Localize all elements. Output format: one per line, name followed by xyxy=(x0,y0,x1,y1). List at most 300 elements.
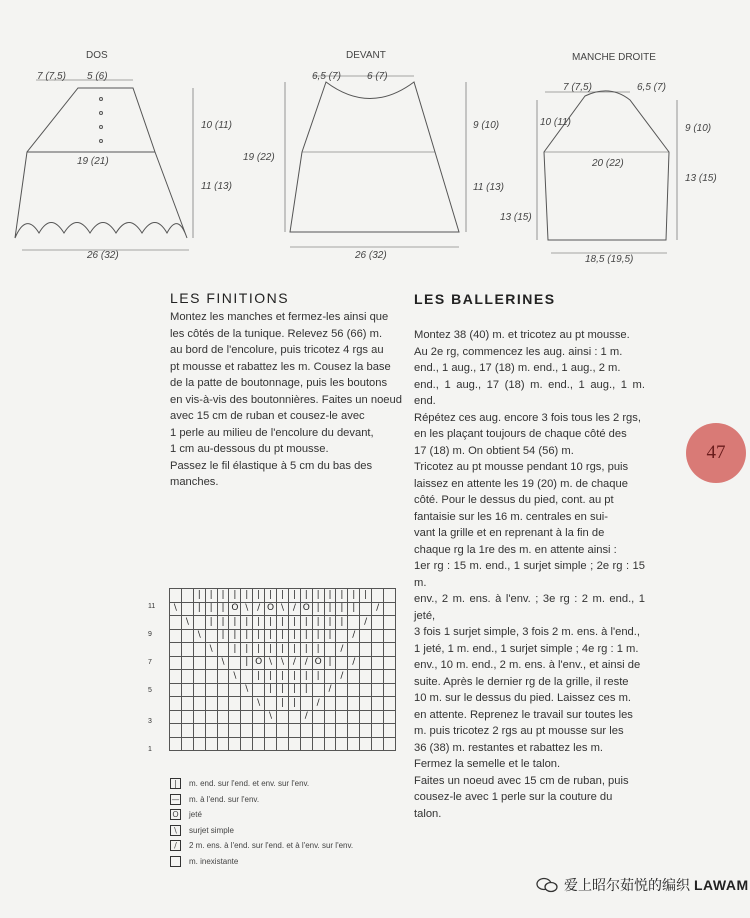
ballerines-line: laissez en attente les 19 (20) m. de chaque xyxy=(414,477,628,490)
ballerines-line: en attente. Reprenez le travail sur toutes les xyxy=(414,708,633,721)
chart-cell: / xyxy=(300,710,312,724)
chart-cell xyxy=(384,616,396,630)
chart-cell: | xyxy=(324,616,336,630)
chart-cell: | xyxy=(300,589,312,603)
chart-cell xyxy=(372,724,384,738)
chart-cell xyxy=(265,697,277,711)
chart-cell xyxy=(300,697,312,711)
chart-cell xyxy=(360,697,372,711)
chart-cell xyxy=(193,670,205,684)
schemas-area xyxy=(0,0,750,280)
chart-cell: \ xyxy=(277,602,289,616)
chart-cell xyxy=(181,724,193,738)
chart-cell xyxy=(217,724,229,738)
chart-cell: | xyxy=(300,629,312,643)
ballerines-line: Répétez ces aug. encore 3 fois tous les 2 rgs, xyxy=(414,411,641,424)
finitions-line: 1 cm au-dessous du pt mousse. xyxy=(170,443,329,455)
chart-cell xyxy=(277,710,289,724)
chart-cell: \ xyxy=(277,656,289,670)
chart-cell xyxy=(300,724,312,738)
ballerines-line: talon. xyxy=(414,807,442,820)
chart-cell xyxy=(241,710,253,724)
chart-cell: | xyxy=(241,629,253,643)
chart-cell: | xyxy=(312,670,324,684)
devant-title: DEVANT xyxy=(346,50,386,61)
finitions-line: au bord de l'encolure, puis tricotez 4 rgs au xyxy=(170,344,384,356)
chart-cell xyxy=(384,629,396,643)
chart-cell: | xyxy=(217,589,229,603)
chart-cell xyxy=(288,737,300,751)
chart-cell xyxy=(360,724,372,738)
chart-cell xyxy=(372,737,384,751)
chart-cell xyxy=(384,670,396,684)
chart-cell xyxy=(336,724,348,738)
chart-cell: \ xyxy=(170,602,182,616)
chart-cell xyxy=(372,656,384,670)
manche-right-lower: 13 (15) xyxy=(685,173,717,184)
legend-label: jeté xyxy=(189,810,202,820)
chart-cell xyxy=(300,737,312,751)
finitions-line: en vis-à-vis des boutonnières. Faites un noeud xyxy=(170,393,402,406)
chart-cell xyxy=(384,724,396,738)
chart-row-number: 5 xyxy=(148,687,152,694)
chart-cell xyxy=(336,697,348,711)
chart-cell: | xyxy=(300,643,312,657)
chart-cell: / xyxy=(348,629,360,643)
chart-cell xyxy=(372,616,384,630)
ballerines-line: end., 1 aug., 17 (18) m. end., 1 aug., 1 m. end. xyxy=(414,378,645,407)
finitions-line: Montez les manches et fermez-les ainsi que xyxy=(170,311,389,323)
devant-skirt-height: 11 (13) xyxy=(473,182,504,193)
manche-top-left: 7 (7,5) xyxy=(563,82,592,93)
dos-top-left: 7 (7,5) xyxy=(37,71,66,82)
ballerines-line: end., 1 aug., 17 (18) m. end., 1 aug., 2 m. xyxy=(414,362,621,374)
chart-cell xyxy=(348,710,360,724)
chart-cell xyxy=(288,710,300,724)
chart-cell: | xyxy=(193,589,205,603)
chart-cell xyxy=(372,697,384,711)
chart-cell: / xyxy=(288,656,300,670)
chart-cell: | xyxy=(348,602,360,616)
chart-cell: | xyxy=(336,616,348,630)
chart-cell: | xyxy=(265,683,277,697)
chart-cell xyxy=(181,683,193,697)
footer-text: 爱上昭尔茹悦的编织 xyxy=(564,877,690,893)
chart-cell: O xyxy=(300,602,312,616)
chart-cell xyxy=(181,602,193,616)
chart-row-number: 9 xyxy=(148,631,152,638)
chart-cell: | xyxy=(288,697,300,711)
chart-row xyxy=(170,616,396,630)
chart-cell xyxy=(181,656,193,670)
chart-cell xyxy=(348,670,360,684)
chart-cell: | xyxy=(336,589,348,603)
ballerines-line: cousez-le avec 1 perle sur la couture du xyxy=(414,791,613,803)
chart-cell: / xyxy=(336,670,348,684)
chart-cell xyxy=(217,670,229,684)
chart-row xyxy=(170,670,396,684)
chart-cell xyxy=(336,683,348,697)
chart-cell xyxy=(372,629,384,643)
chart-cell xyxy=(312,724,324,738)
chart-cell: | xyxy=(288,643,300,657)
footer-watermark xyxy=(536,875,749,895)
chart-cell: | xyxy=(265,629,277,643)
chart-cell: | xyxy=(205,616,217,630)
chart-cell xyxy=(229,697,241,711)
chart-cell: | xyxy=(277,589,289,603)
chart-cell: | xyxy=(241,656,253,670)
dos-width: 19 (21) xyxy=(77,156,109,167)
chart-cell: | xyxy=(253,670,265,684)
manche-width: 20 (22) xyxy=(592,158,624,169)
chart-cell xyxy=(265,737,277,751)
legend-symbol: — xyxy=(171,794,180,804)
chart-cell xyxy=(324,737,336,751)
chart-cell xyxy=(372,589,384,603)
chart-cell xyxy=(241,724,253,738)
ballerines-line: Montez 38 (40) m. et tricotez au pt mousse. xyxy=(414,329,630,341)
chart-cell xyxy=(229,683,241,697)
chart-cell xyxy=(205,629,217,643)
chart-cell: | xyxy=(360,589,372,603)
ballerines-line: Fermez la semelle et le talon. xyxy=(414,758,561,770)
chart-cell xyxy=(205,670,217,684)
chart-cell xyxy=(336,737,348,751)
ballerines-line: suite. Après le dernier rg de la grille, il reste xyxy=(414,675,629,688)
chart-cell xyxy=(312,710,324,724)
chart-cell xyxy=(205,737,217,751)
chart-cell: | xyxy=(265,616,277,630)
chart-cell xyxy=(384,737,396,751)
chart-cell: / xyxy=(288,602,300,616)
chart-cell: | xyxy=(300,616,312,630)
manche-schema xyxy=(537,91,677,253)
chart-cell: | xyxy=(348,589,360,603)
chart-cell: | xyxy=(229,643,241,657)
chart-cell xyxy=(360,643,372,657)
chart-row xyxy=(170,629,396,643)
chart-cell: / xyxy=(372,602,384,616)
finitions-text xyxy=(170,309,403,491)
chart-cell xyxy=(360,683,372,697)
chart-cell xyxy=(265,724,277,738)
chart-row-number: 11 xyxy=(148,603,156,610)
chart-cell: | xyxy=(205,589,217,603)
chart-cell xyxy=(193,616,205,630)
chart-cell: | xyxy=(336,602,348,616)
chart-cell: O xyxy=(253,656,265,670)
dos-skirt-height: 11 (13) xyxy=(201,181,232,192)
chart-cell xyxy=(205,697,217,711)
chart-cell xyxy=(324,697,336,711)
chart-cell xyxy=(181,697,193,711)
chart-cell: | xyxy=(324,602,336,616)
chart-cell: \ xyxy=(217,656,229,670)
chart-cell xyxy=(384,656,396,670)
ballerines-title: LES BALLERINES xyxy=(414,291,556,307)
chart-row-number: 1 xyxy=(148,746,152,753)
devant-left-height: 19 (22) xyxy=(243,152,275,163)
chart-row xyxy=(170,683,396,697)
ballerines-line: 36 (38) m. restantes et rabattez les m. xyxy=(414,741,604,754)
chart-cell xyxy=(348,616,360,630)
chart-cell xyxy=(372,670,384,684)
dos-title: DOS xyxy=(86,50,108,61)
chart-cell xyxy=(193,737,205,751)
devant-top-left: 6,5 (7) xyxy=(312,71,341,82)
chart-row-number: 7 xyxy=(148,659,152,666)
chart-cell xyxy=(277,737,289,751)
devant-top-right: 6 (7) xyxy=(367,71,388,82)
chart-cell xyxy=(384,710,396,724)
ballerines-line: Tricotez au pt mousse pendant 10 rgs, puis xyxy=(414,461,629,473)
chart-cell: | xyxy=(241,616,253,630)
chart-cell xyxy=(217,710,229,724)
chart-cell: | xyxy=(277,643,289,657)
ballerines-line: côté. Pour le dessus du pied, cont. au pt xyxy=(414,494,614,506)
ballerines-text xyxy=(414,327,645,822)
chart-row xyxy=(170,589,396,603)
chart-cell: | xyxy=(217,629,229,643)
finitions-line: manches. xyxy=(170,476,219,488)
chart-cell xyxy=(241,697,253,711)
chart-cell xyxy=(241,670,253,684)
chart-cell xyxy=(336,629,348,643)
chart-row xyxy=(170,697,396,711)
chart-cell: | xyxy=(277,683,289,697)
finitions-line: pt mousse et rabattez les m. Cousez la base xyxy=(170,360,391,373)
chart-cell: \ xyxy=(181,616,193,630)
chart-cell: | xyxy=(253,616,265,630)
legend-label: 2 m. ens. à l'end. sur l'end. et à l'env. sur l'env. xyxy=(189,841,354,851)
chart-cell xyxy=(181,710,193,724)
chart-cell xyxy=(217,643,229,657)
schema-drawings xyxy=(0,0,750,280)
chart-cell xyxy=(229,710,241,724)
chart-cell xyxy=(205,656,217,670)
chart-cell xyxy=(384,602,396,616)
chart-cell: | xyxy=(265,589,277,603)
manche-right-height: 9 (10) xyxy=(685,123,712,134)
chart-cell xyxy=(253,710,265,724)
page-number-badge: 47 xyxy=(686,423,746,483)
chart-cell xyxy=(360,710,372,724)
chart-cell xyxy=(181,737,193,751)
ballerines-line: vant la grille et en reprenant à la fin de xyxy=(414,527,605,539)
ballerines-line: fantaisie sur les 16 m. centrales en sui- xyxy=(414,510,609,523)
chart-cell: | xyxy=(288,670,300,684)
chart-cell xyxy=(360,656,372,670)
chart-cell xyxy=(324,670,336,684)
finitions-line: 1 perle au milieu de l'encolure du devant, xyxy=(170,426,374,439)
chart-cell xyxy=(384,683,396,697)
manche-title: MANCHE DROITE xyxy=(572,52,656,63)
devant-bottom-width: 26 (32) xyxy=(355,250,387,261)
chart-cell xyxy=(253,683,265,697)
chart-cell xyxy=(360,602,372,616)
chart-cell: \ xyxy=(229,670,241,684)
legend-item xyxy=(170,776,353,792)
chart-cell xyxy=(324,643,336,657)
legend-item xyxy=(170,792,353,808)
ballerines-line: 3 fois 1 surjet simple, 3 fois 2 m. ens. à l'end., xyxy=(414,626,640,638)
chart-row xyxy=(170,602,396,616)
chart-cell xyxy=(324,710,336,724)
chart-cell xyxy=(193,656,205,670)
chart-cell xyxy=(229,737,241,751)
chart-cell xyxy=(348,683,360,697)
chart-cell: O xyxy=(265,602,277,616)
footer-brand: LAWAM xyxy=(694,877,749,893)
ballerines-line: env., 2 m. ens. à l'env. ; 3e rg : 2 m. end., 1 jeté, xyxy=(414,593,645,622)
chart-cell xyxy=(348,737,360,751)
ballerines-line: en les plaçant toujours de chaque côté des xyxy=(414,428,627,440)
chart-cell xyxy=(217,697,229,711)
chart-cell xyxy=(384,697,396,711)
finitions-title: LES FINITIONS xyxy=(170,290,290,306)
chart-cell xyxy=(193,697,205,711)
chart-cell: O xyxy=(312,656,324,670)
chart-cell xyxy=(193,643,205,657)
chart-cell xyxy=(229,724,241,738)
chart-cell: | xyxy=(253,643,265,657)
chart-cell xyxy=(288,724,300,738)
finitions-line: les côtés de la tunique. Relevez 56 (66) m. xyxy=(170,327,383,340)
dos-bottom-width: 26 (32) xyxy=(87,250,119,261)
chart-legend xyxy=(170,776,353,869)
chart-cell: | xyxy=(312,629,324,643)
chart-cell: O xyxy=(229,602,241,616)
chart-cell xyxy=(205,683,217,697)
chart-cell xyxy=(360,670,372,684)
chart-cell: | xyxy=(277,670,289,684)
chart-cell: / xyxy=(312,697,324,711)
chart-row xyxy=(170,737,396,751)
chart-cell xyxy=(181,643,193,657)
chart-cell xyxy=(277,724,289,738)
chart-cell xyxy=(193,683,205,697)
ballerines-line: Faites un noeud avec 15 cm de ruban, puis xyxy=(414,774,629,787)
manche-left-lower: 13 (15) xyxy=(500,212,532,223)
chart-cell xyxy=(170,616,182,630)
legend-label: m. inexistante xyxy=(189,856,239,866)
chart-cell xyxy=(217,683,229,697)
chart-cell: \ xyxy=(193,629,205,643)
chart-cell xyxy=(324,724,336,738)
ballerines-line: env., 10 m. end., 2 m. ens. à l'env., et ainsi de xyxy=(414,659,641,671)
chart-cell: | xyxy=(253,589,265,603)
chart-cell xyxy=(170,737,182,751)
chart-cell: | xyxy=(288,683,300,697)
chart-cell: | xyxy=(205,602,217,616)
wechat-icon xyxy=(536,877,558,893)
chart-cell: | xyxy=(277,616,289,630)
chart-cell: / xyxy=(300,656,312,670)
legend-item xyxy=(170,807,353,823)
legend-symbol: / xyxy=(170,840,181,851)
chart-cell xyxy=(253,737,265,751)
legend-label: m. à l'end. sur l'env. xyxy=(189,794,260,804)
chart-cell xyxy=(372,683,384,697)
dos-top-right: 5 (6) xyxy=(87,71,108,82)
ballerines-line: 1er rg : 15 m. end., 1 surjet simple ; 2e rg : 15 m. xyxy=(414,560,645,589)
chart-cell: | xyxy=(312,589,324,603)
chart-cell xyxy=(360,629,372,643)
chart-cell: / xyxy=(253,602,265,616)
ballerines-line: 1 jeté, 1 m. end., 1 surjet simple ; 4e rg : 1 m. xyxy=(414,642,639,655)
chart-cell xyxy=(372,643,384,657)
chart-cell xyxy=(170,643,182,657)
chart-cell xyxy=(336,656,348,670)
chart-cell: | xyxy=(265,643,277,657)
chart-cell xyxy=(170,724,182,738)
chart-cell: | xyxy=(229,629,241,643)
chart-cell xyxy=(312,737,324,751)
legend-item xyxy=(170,854,353,870)
chart-cell xyxy=(348,643,360,657)
manche-bottom-width: 18,5 (19,5) xyxy=(585,254,634,265)
chart-cell: \ xyxy=(265,710,277,724)
chart-row-number: 3 xyxy=(148,718,152,725)
knitting-chart xyxy=(169,588,396,751)
chart-cell xyxy=(181,629,193,643)
chart-cell xyxy=(170,683,182,697)
chart-cell xyxy=(241,737,253,751)
chart-cell xyxy=(181,589,193,603)
chart-cell xyxy=(217,737,229,751)
chart-cell xyxy=(193,724,205,738)
chart-cell xyxy=(170,697,182,711)
chart-cell xyxy=(205,724,217,738)
dos-yoke-height: 10 (11) xyxy=(201,120,232,131)
finitions-line: avec 15 cm de ruban et cousez-le avec xyxy=(170,410,365,422)
chart-cell xyxy=(348,724,360,738)
chart-cell: | xyxy=(193,602,205,616)
chart-cell: \ xyxy=(241,602,253,616)
ballerines-line: Au 2e rg, commencez les aug. ainsi : 1 m. xyxy=(414,345,623,358)
chart-cell: | xyxy=(312,643,324,657)
chart-cell: | xyxy=(324,589,336,603)
chart-cell xyxy=(360,737,372,751)
manche-left-height: 10 (11) xyxy=(540,117,571,128)
chart-cell xyxy=(372,710,384,724)
ballerines-line: chaque rg la 1re des m. en attente ainsi : xyxy=(414,543,617,556)
chart-cell: | xyxy=(288,629,300,643)
chart-cell: / xyxy=(324,683,336,697)
chart-cell: | xyxy=(324,656,336,670)
chart-cell: | xyxy=(312,602,324,616)
chart-row xyxy=(170,643,396,657)
chart-cell xyxy=(229,656,241,670)
legend-item xyxy=(170,838,353,854)
chart-cell: \ xyxy=(241,683,253,697)
chart-cell: | xyxy=(253,629,265,643)
chart-cell xyxy=(170,629,182,643)
legend-item xyxy=(170,823,353,839)
chart-cell: | xyxy=(217,616,229,630)
chart-cell xyxy=(170,710,182,724)
chart-cell xyxy=(348,697,360,711)
chart-cell: | xyxy=(229,616,241,630)
chart-cell xyxy=(336,710,348,724)
legend-symbol: \ xyxy=(170,825,181,836)
ballerines-line: 17 (18) m. On obtient 54 (56) m. xyxy=(414,444,574,457)
legend-symbol: | xyxy=(170,778,181,789)
chart-cell: | xyxy=(288,589,300,603)
chart-cell: \ xyxy=(253,697,265,711)
legend-symbol: O xyxy=(170,809,181,820)
